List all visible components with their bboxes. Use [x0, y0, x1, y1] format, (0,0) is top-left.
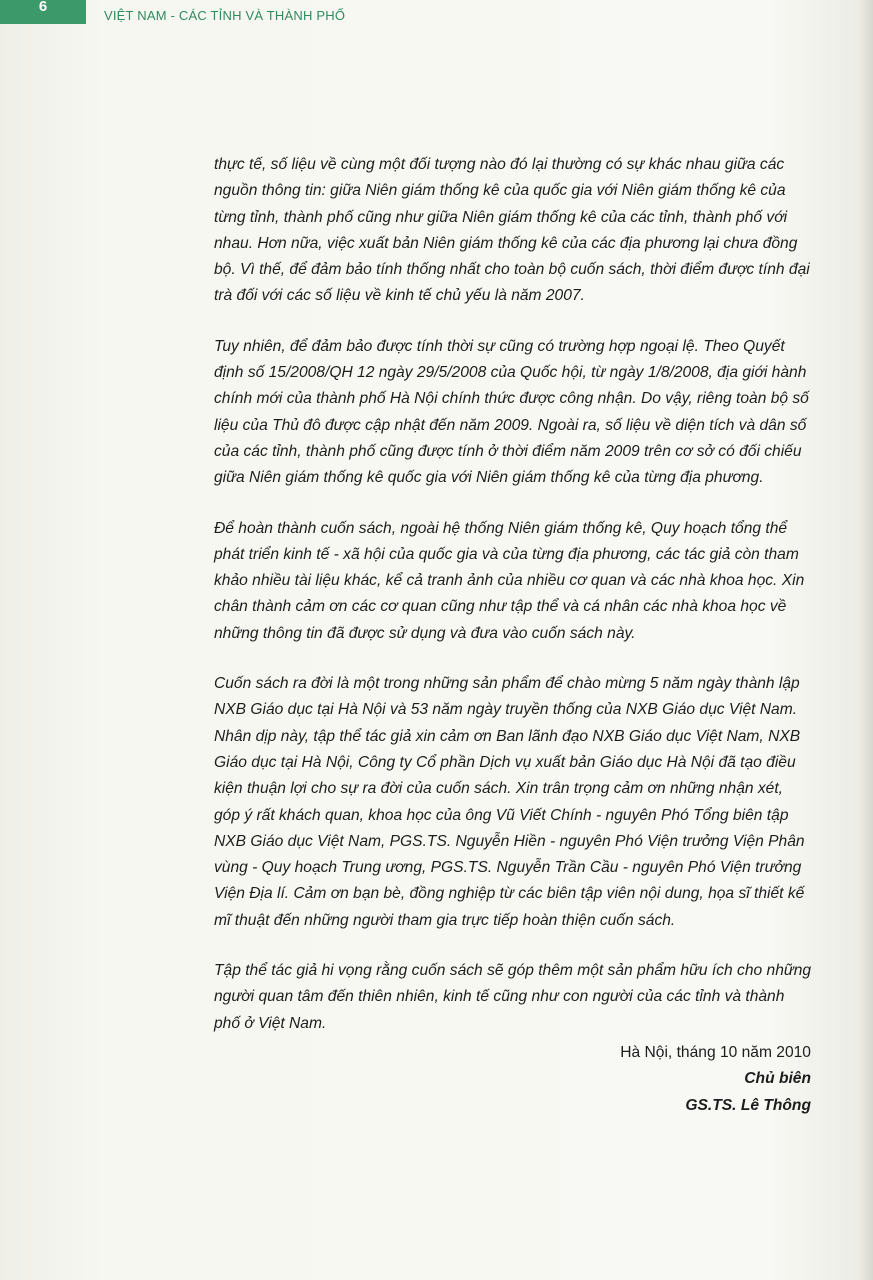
signature-place-date: Hà Nội, tháng 10 năm 2010 — [620, 1044, 811, 1061]
body-text — [214, 152, 812, 1061]
signature-role: Chủ biên — [744, 1070, 811, 1088]
page-header — [0, 0, 873, 30]
page-number: 6 — [38, 0, 48, 15]
paragraph-4: Cuốn sách ra đời là một trong những sản phẩm để chào mừng 5 năm ngày thành lập NXB Giáo dục tại Hà Nội và 53 năm ngày truyền thống của NXB Giáo dục Việt Nam. Nhân dịp này, tập thể tác giả xin cảm ơn Ban lãnh đạo NXB Giáo dục Việt Nam, NXB Giáo dục tại Hà Nội, Công ty Cổ phần Dịch vụ xuất bản Giáo dục Hà Nội đã tạo điều kiện thuận lợi cho sự ra đời của cuốn sách. Xin trân trọng cảm ơn những nhận xét, góp ý rất khách quan, khoa học của ông Vũ Viết Chính - nguyên Phó Tổng biên tập NXB Giáo dục Việt Nam, PGS.TS. Nguyễn Hiền - nguyên Phó Viện trưởng Viện Phân vùng - Quy hoạch Trung ương, PGS.TS. Nguyễn Trần Cầu - nguyên Phó Viện trưởng Viện Địa lí. Cảm ơn bạn bè, đồng nghiệp từ các biên tập viên nội dung, họa sĩ thiết kế mĩ thuật đến những người tham gia trực tiếp hoàn thiện cuốn sách. — [214, 675, 805, 929]
paragraph-3: Để hoàn thành cuốn sách, ngoài hệ thống Niên giám thống kê, Quy hoạch tổng thể phát triển kinh tế - xã hội của quốc gia và của từng địa phương, các tác giả còn tham khảo nhiều tài liệu khác, kể cả tranh ảnh của nhiều cơ quan và các nhà khoa học. Xin chân thành cảm ơn các cơ quan cũng như tập thể và cá nhân các nhà khoa học về những thông tin đã được sử dụng và đưa vào cuốn sách này. — [214, 519, 805, 642]
running-title: VIỆT NAM - CÁC TỈNH VÀ THÀNH PHỐ — [104, 8, 346, 23]
paragraph-2: Tuy nhiên, để đảm bảo được tính thời sự cũng có trường hợp ngoại lệ. Theo Quyết định số 15/2008/QH 12 ngày 29/5/2008 của Quốc hội, từ ngày 1/8/2008, địa giới hành chính mới của thành phố Hà Nội chính thức được công nhận. Do vậy, riêng toàn bộ số liệu của Thủ đô được cập nhật đến năm 2009. Ngoài ra, số liệu về diện tích và dân số của các tỉnh, thành phố cũng được tính ở thời điểm năm 2009 trên cơ sở có đối chiếu giữa Niên giám thống kê quốc gia với Niên giám thống kê của từng địa phương. — [214, 337, 809, 487]
page-number-tab — [0, 0, 86, 24]
paragraph-1: thực tế, số liệu về cùng một đối tượng nào đó lại thường có sự khác nhau giữa các nguồn thông tin: giữa Niên giám thống kê của quốc gia với Niên giám thống kê của từng tỉnh, thành phố cũng như giữa Niên giám thống kê của các tỉnh, thành phố với nhau. Hơn nữa, việc xuất bản Niên giám thống kê của các địa phương lại chưa đồng bộ. Vì thế, để đảm bảo tính thống nhất cho toàn bộ cuốn sách, thời điểm được tính đại trà đối với các số liệu về kinh tế chủ yếu là năm 2007. — [214, 156, 810, 305]
page-edge-shadow — [859, 0, 873, 1280]
signature-block — [620, 1040, 811, 1119]
signature-name: GS.TS. Lê Thông — [685, 1096, 811, 1114]
paragraph-5: Tập thể tác giả hi vọng rằng cuốn sách sẽ góp thêm một sản phẩm hữu ích cho những người quan tâm đến thiên nhiên, kinh tế cũng như con người của các tỉnh và thành phố ở Việt Nam. — [214, 962, 812, 1032]
